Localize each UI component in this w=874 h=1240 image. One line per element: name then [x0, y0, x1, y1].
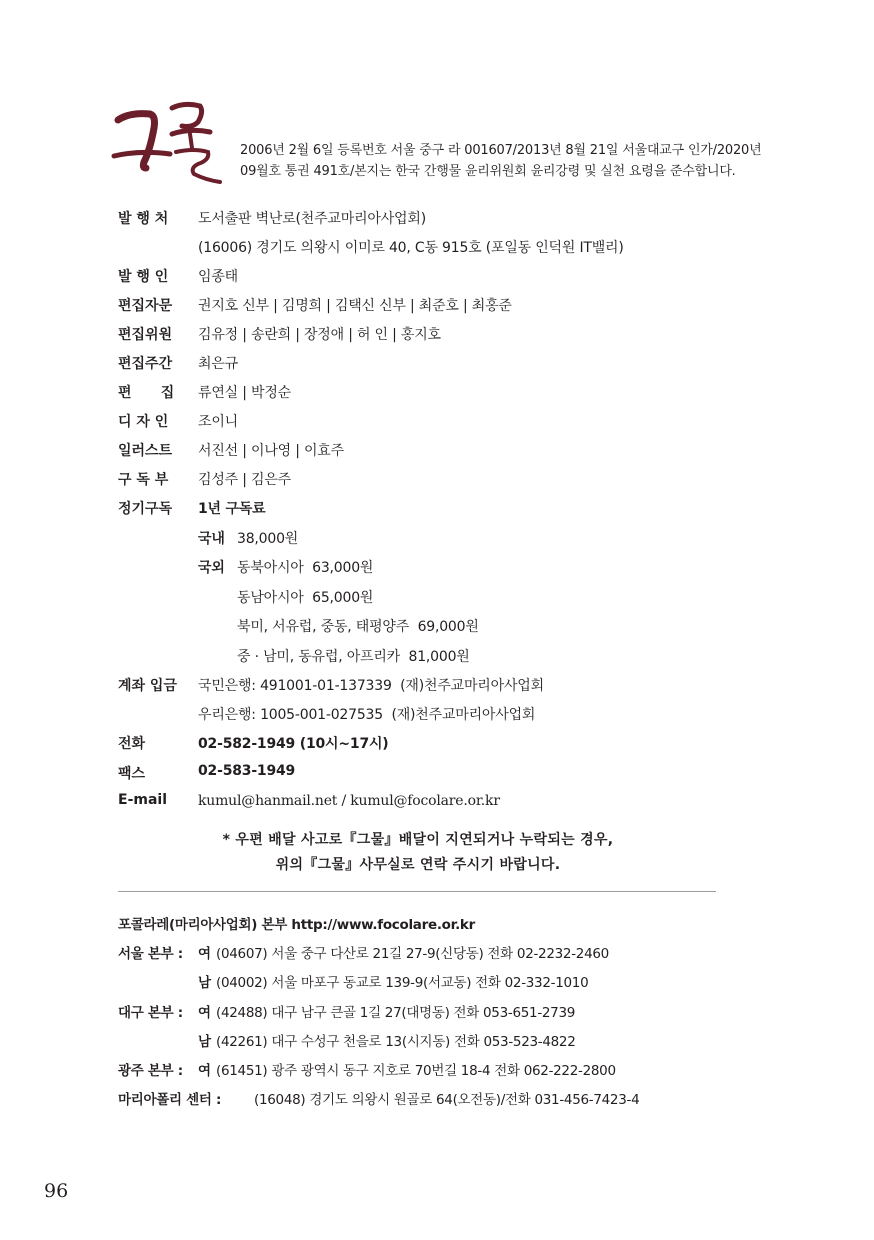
seoul-men-tag: 남 — [198, 975, 211, 991]
chief-editor-value: 최은규 — [198, 356, 238, 372]
seoul-women-tag: 여 — [198, 946, 211, 962]
subscription-dept-label: 구 독 부 — [118, 472, 169, 488]
mariapoli-address: (16048) 경기도 의왕시 원골로 64(오전동)/전화 031-456-7423-4 — [254, 1092, 640, 1108]
editing-value: 류연실 | 박정순 — [198, 385, 291, 401]
phone-value: 02-582-1949 (10시~17시) — [198, 736, 389, 752]
editing-label: 편 집 — [118, 385, 175, 401]
registration-info — [240, 140, 800, 182]
divider — [118, 891, 716, 892]
fax-value: 02-583-1949 — [198, 763, 296, 779]
overseas-price-row: 북미, 서유럽, 중동, 태평양주 69,000원 — [237, 619, 479, 635]
account-label: 계좌 입금 — [118, 678, 177, 694]
domestic-label: 국내 — [198, 531, 225, 547]
magazine-logo — [110, 98, 228, 190]
subscription-title: 1년 구독료 — [198, 501, 266, 517]
seoul-women-address: (04607) 서울 중구 다산로 21길 27-9(신당동) 전화 02-2232-2460 — [216, 946, 609, 962]
delivery-notice — [118, 828, 718, 878]
account-line-1: 국민은행: 491001-01-137339 (재)천주교마리아사업회 — [198, 678, 544, 694]
phone-label: 전화 — [118, 736, 146, 752]
subscription-label: 정기구독 — [118, 501, 173, 517]
mariapoli-label: 마리아폴리 센터 : — [118, 1092, 222, 1108]
design-value: 조이니 — [198, 414, 238, 430]
seoul-label: 서울 본부 : — [118, 946, 183, 962]
notice-line-1: * 우편 배달 사고로『그물』배달이 지연되거나 누락되는 경우, — [222, 832, 614, 848]
overseas-price-row: 중 · 남미, 동유럽, 아프리카 81,000원 — [237, 649, 470, 665]
chief-editor-label: 편집주간 — [118, 356, 173, 372]
focolare-header: 포콜라레(마리아사업회) 본부 http://www.focolare.or.kr — [118, 917, 475, 933]
publisher-value: 도서출판 벽난로(천주교마리아사업회) — [198, 211, 426, 227]
account-line-2: 우리은행: 1005-001-027535 (재)천주교마리아사업회 — [198, 707, 536, 723]
email-label: E-mail — [118, 792, 168, 808]
domestic-price: 38,000원 — [237, 531, 299, 547]
gwangju-women-address: (61451) 광주 광역시 동구 지호로 70번길 18-4 전화 062-222-2800 — [216, 1063, 616, 1079]
issuer-label: 발 행 인 — [118, 269, 169, 285]
committee-label: 편집위원 — [118, 327, 173, 343]
illustration-value: 서진선 | 이나영 | 이효주 — [198, 443, 344, 459]
subscription-dept-value: 김성주 | 김은주 — [198, 472, 291, 488]
gwangju-women-tag: 여 — [198, 1063, 211, 1079]
daegu-women-tag: 여 — [198, 1005, 211, 1021]
advisors-value: 권지호 신부 | 김명희 | 김택신 신부 | 최준호 | 최홍준 — [198, 298, 512, 314]
registration-line-2: 09월호 통권 491호/본지는 한국 간행물 윤리위원회 윤리강령 및 실천 요령을 준수합니다. — [240, 164, 736, 179]
advisors-label: 편집자문 — [118, 298, 173, 314]
logo-calligraphy-icon — [110, 98, 228, 190]
committee-value: 김유정 | 송란희 | 장정애 | 허 인 | 홍지호 — [198, 327, 441, 343]
notice-line-2: 위의『그물』사무실로 연락 주시기 바랍니다. — [275, 857, 561, 873]
illustration-label: 일러스트 — [118, 443, 173, 459]
email-value: kumul@hanmail.net / kumul@focolare.or.kr — [198, 793, 500, 809]
overseas-price-row: 동북아시아 63,000원 — [237, 560, 374, 576]
registration-line-1: 2006년 2월 6일 등록번호 서울 중구 라 001607/2013년 8월 21일 서울대교구 인가/2020년 — [240, 143, 762, 158]
design-label: 디 자 인 — [118, 414, 169, 430]
overseas-price-row: 동남아시아 65,000원 — [237, 590, 374, 606]
publisher-address: (16006) 경기도 의왕시 이미로 40, C동 915호 (포일동 인덕원 IT밸리) — [198, 240, 624, 256]
daegu-label: 대구 본부 : — [118, 1005, 183, 1021]
daegu-men-address: (42261) 대구 수성구 천을로 13(시지동) 전화 053-523-4822 — [216, 1034, 576, 1050]
overseas-label: 국외 — [198, 560, 225, 576]
fax-label: 팩스 — [118, 766, 146, 782]
page-number: 96 — [44, 1180, 69, 1202]
publisher-label: 발 행 처 — [118, 211, 169, 227]
gwangju-label: 광주 본부 : — [118, 1063, 183, 1079]
seoul-men-address: (04002) 서울 마포구 동교로 139-9(서교동) 전화 02-332-1010 — [216, 975, 589, 991]
issuer-value: 임종태 — [198, 269, 238, 285]
daegu-men-tag: 남 — [198, 1034, 211, 1050]
daegu-women-address: (42488) 대구 남구 큰골 1길 27(대명동) 전화 053-651-2739 — [216, 1005, 576, 1021]
